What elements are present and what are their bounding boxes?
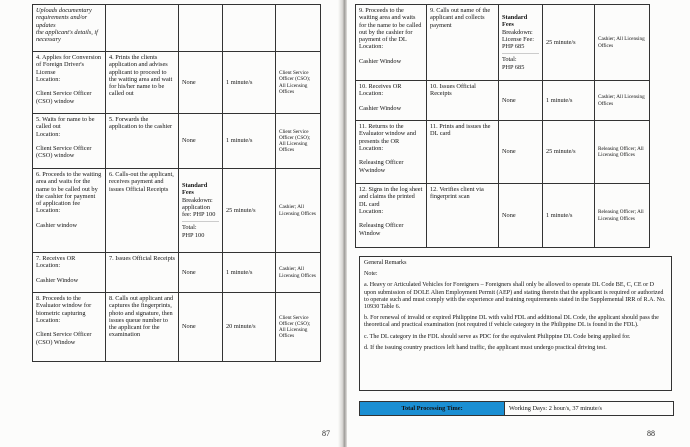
fees-total: Total: PHP 685	[502, 53, 539, 71]
client-step: 6. Proceeds to the waiting area and waits for the name to be called out by the cashier for payment of application fee Location: Cashier window	[33, 169, 106, 253]
general-remarks	[359, 256, 672, 391]
fees	[179, 169, 223, 253]
remarks-title: General Remarks	[364, 260, 407, 266]
table-row	[33, 52, 321, 114]
table-row	[356, 121, 650, 184]
partial-client-step: Uploads documentary requirements and/or updates the applicant's details, if necessary	[33, 5, 106, 52]
person-responsible: Cashier; All Licensing Offices	[276, 253, 321, 293]
processing-time: 25 minute/s	[223, 169, 276, 253]
client-step: 11. Returns to the Evaluator window and presents the OR Location: Releasing Officer Wwindow	[356, 121, 427, 184]
total-label: Total Processing Time:	[360, 402, 505, 415]
processing-time: 1 minute/s	[223, 114, 276, 169]
fees-title: Standard Fees	[182, 181, 208, 197]
client-step: 4. Applies for Conversion of Foreign Driver's License Location: Client Service Officer (CSO) window	[33, 52, 106, 114]
right-page	[347, 0, 690, 447]
agency-action: 5. Forwards the application to the cashier	[106, 114, 179, 169]
person-responsible: Releasing Officer; All Licensing Offices	[595, 121, 650, 184]
fees: None	[499, 184, 543, 248]
remark-b: b. For renewal of invalid or expired Philippine DL with valid FDL and additional DL Code, the applicant should pass the theoretical and practical examination (not required if vehicle category in the Philippine DL is found in the FDL).	[364, 315, 659, 329]
fees	[499, 5, 543, 81]
person-responsible: Client Service Officer (CSO); All Licensing Offices	[276, 293, 321, 362]
processing-time: 1 minute/s	[543, 184, 595, 248]
client-step: 12. Signs in the log sheet and claims the printed DL card Location: Releasing Officer Window	[356, 184, 427, 248]
fees: None	[499, 81, 543, 121]
person-responsible: Cashier; All Licensing Offices	[595, 81, 650, 121]
table-row	[33, 293, 321, 362]
client-step: 10. Receives OR Location: Cashier Window	[356, 81, 427, 121]
client-step: 9. Proceeds to the waiting area and waits for the name to be called out by the cashier for payment of the DL Location: Cashier Window	[356, 5, 427, 81]
fees: None	[499, 121, 543, 184]
total-processing-time	[359, 401, 674, 416]
table-row	[33, 114, 321, 169]
table-row	[356, 184, 650, 248]
table-row	[356, 5, 650, 81]
table-row-partial	[33, 5, 321, 52]
remarks-note-label: Note:	[364, 271, 378, 278]
table-row	[33, 169, 321, 253]
agency-action: 12. Verifies client via fingerprint scan	[427, 184, 499, 248]
remark-d: d. If the issuing country practices left hand traffic, the applicant must undergo practical driving test.	[364, 344, 607, 351]
fees-title: Standard Fees	[502, 13, 528, 29]
left-page	[0, 0, 343, 447]
person-responsible: Cashier; All Licensing Offices	[595, 5, 650, 81]
agency-action: 7. Issues Official Receipts	[106, 253, 179, 293]
left-process-table	[32, 4, 321, 362]
page-number: 87	[322, 429, 330, 438]
remark-a: a. Heavy or Articulated Vehicles for Foreigners – Foreigners shall only be allowed to operate DL Code BE, C, CE or D upon submission of DOLE Alien Employment Permit (AEP) and stating therein that the applicant is required or authorized to operate such and must comply with the experience and training requirements stated in the Supplemental IRR of R.A. No. 10930 Table 6.	[364, 282, 666, 311]
page-number: 88	[647, 429, 655, 438]
agency-action: 9. Calls out name of the applicant and collects payment	[427, 5, 499, 81]
fees-total: Total: PHP 100	[182, 221, 219, 239]
processing-time: 25 minute/s	[543, 121, 595, 184]
processing-time: 25 minute/s	[543, 5, 595, 81]
client-step: 5. Waits for name to be called out Location: Client Service Officer (CSO) window	[33, 114, 106, 169]
person-responsible: Client Service Officer (CSO); All Licensing Offices	[276, 52, 321, 114]
processing-time: 1 minute/s	[223, 253, 276, 293]
agency-action: 11. Prints and issues the DL card	[427, 121, 499, 184]
agency-action: 4. Prints the clients application and advises applicant to proceed to the waiting area and wait for his/her name to be called out	[106, 52, 179, 114]
total-value: Working Days: 2 hour/s, 37 minute/s	[509, 405, 602, 412]
person-responsible: Releasing Officer; All Licensing Offices	[595, 184, 650, 248]
table-row	[33, 253, 321, 293]
client-step: 7. Receives OR Location: Cashier Window	[33, 253, 106, 293]
agency-action: 6. Calls-out the applicant, receives payment and issues Official Receipts	[106, 169, 179, 253]
person-responsible: Cashier; All Licensing Offices	[276, 169, 321, 253]
fees: None	[179, 253, 223, 293]
client-step: 8. Proceeds to the Evaluator window for biometric capturing Location: Client Service Officer (CSO) Window	[33, 293, 106, 362]
fees-breakdown: Breakdown: License Fee: PHP 685	[502, 28, 534, 51]
fees: None	[179, 293, 223, 362]
processing-time: 20 minute/s	[223, 293, 276, 362]
table-row	[356, 81, 650, 121]
fees: None	[179, 52, 223, 114]
fees-breakdown: Breakdown: application fee: PHP 100	[182, 196, 216, 219]
fees: None	[179, 114, 223, 169]
person-responsible: Client Service Officer (CSO); All Licensing Offices	[276, 114, 321, 169]
processing-time: 1 minute/s	[223, 52, 276, 114]
remark-c: c. The DL category in the FDL should serve as PDC for the equivalent Philippine DL Code being applied for.	[364, 333, 631, 340]
agency-action: 8. Calls out applicant and captures the fingerprints, photo and signature, then issues queue number to the applicant for the examination	[106, 293, 179, 362]
processing-time: 1 minute/s	[543, 81, 595, 121]
right-process-table	[355, 4, 650, 248]
agency-action: 10. Issues Official Receipts	[427, 81, 499, 121]
